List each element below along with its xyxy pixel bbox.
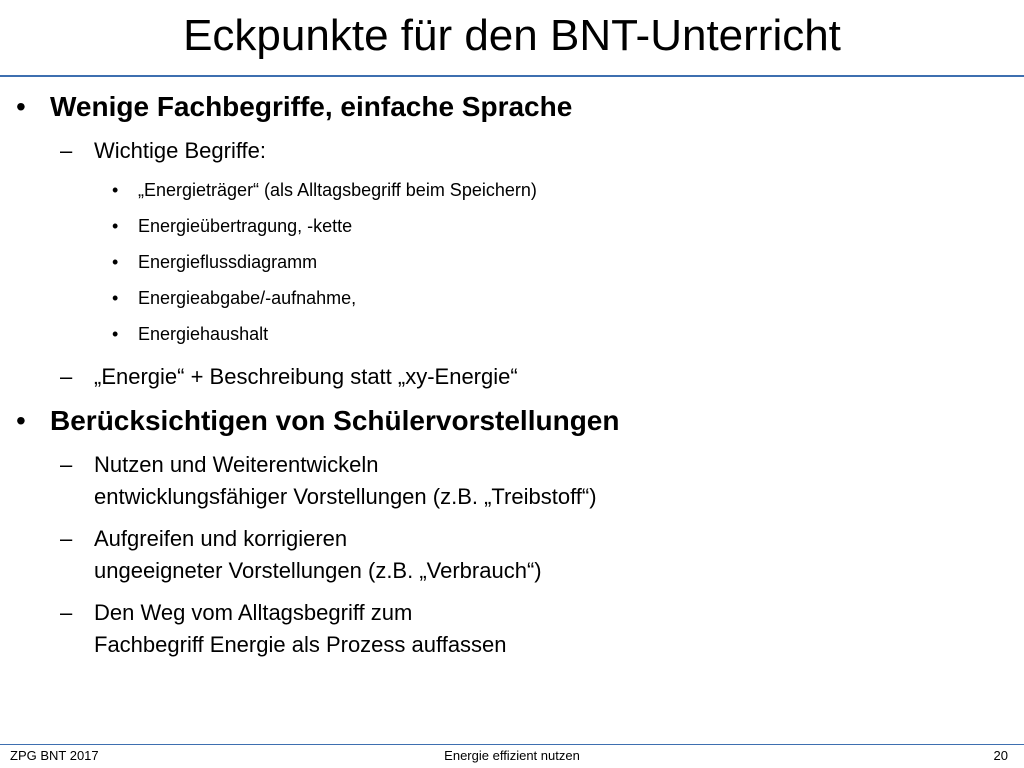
dash-marker: –: [60, 138, 73, 163]
footer-center-text: Energie effizient nutzen: [444, 748, 580, 763]
dash-marker: –: [60, 600, 73, 625]
bullet-text: Energiehaushalt: [138, 324, 269, 344]
dash-marker: –: [60, 452, 73, 477]
bullet-marker: •: [112, 216, 119, 236]
bullet-text-line: ungeeigneter Vorstellungen (z.B. „Verbrauch“): [94, 558, 542, 583]
bullet-text: Wenige Fachbegriffe, einfache Sprache: [50, 91, 573, 122]
bullet-text: „Energie“ + Beschreibung statt „xy-Energie“: [94, 364, 518, 389]
bullet-text-line: Aufgreifen und korrigieren: [94, 526, 348, 551]
dash-marker: –: [60, 526, 73, 551]
page-number: 20: [993, 748, 1008, 763]
bullet-marker: •: [16, 405, 26, 436]
dash-marker: –: [60, 364, 73, 389]
slide-title: Eckpunkte für den BNT-Unterricht: [183, 11, 841, 60]
bullet-marker: •: [112, 324, 119, 344]
bullet-text: Energieflussdiagramm: [138, 252, 318, 272]
bullet-marker: •: [16, 91, 26, 122]
bullet-text-line: Nutzen und Weiterentwickeln: [94, 452, 379, 477]
bullet-text-line: Den Weg vom Alltagsbegriff zum: [94, 600, 413, 625]
footer-left-text: ZPG BNT 2017: [10, 748, 99, 763]
bullet-text: Berücksichtigen von Schülervorstellungen: [50, 405, 620, 436]
bullet-marker: •: [112, 288, 119, 308]
bullet-marker: •: [112, 180, 119, 200]
bullet-text: Wichtige Begriffe:: [94, 138, 267, 163]
bullet-text-line: Fachbegriff Energie als Prozess auffassen: [94, 632, 507, 657]
bullet-text: Energieabgabe/-aufnahme,: [138, 288, 357, 308]
bullet-text: „Energieträger“ (als Alltagsbegriff beim Speichern): [138, 180, 537, 200]
footer-divider: [0, 744, 1024, 745]
bullet-text-line: entwicklungsfähiger Vorstellungen (z.B. „Treibstoff“): [94, 484, 597, 509]
bullet-marker: •: [112, 252, 119, 272]
bullet-text: Energieübertragung, -kette: [138, 216, 353, 236]
